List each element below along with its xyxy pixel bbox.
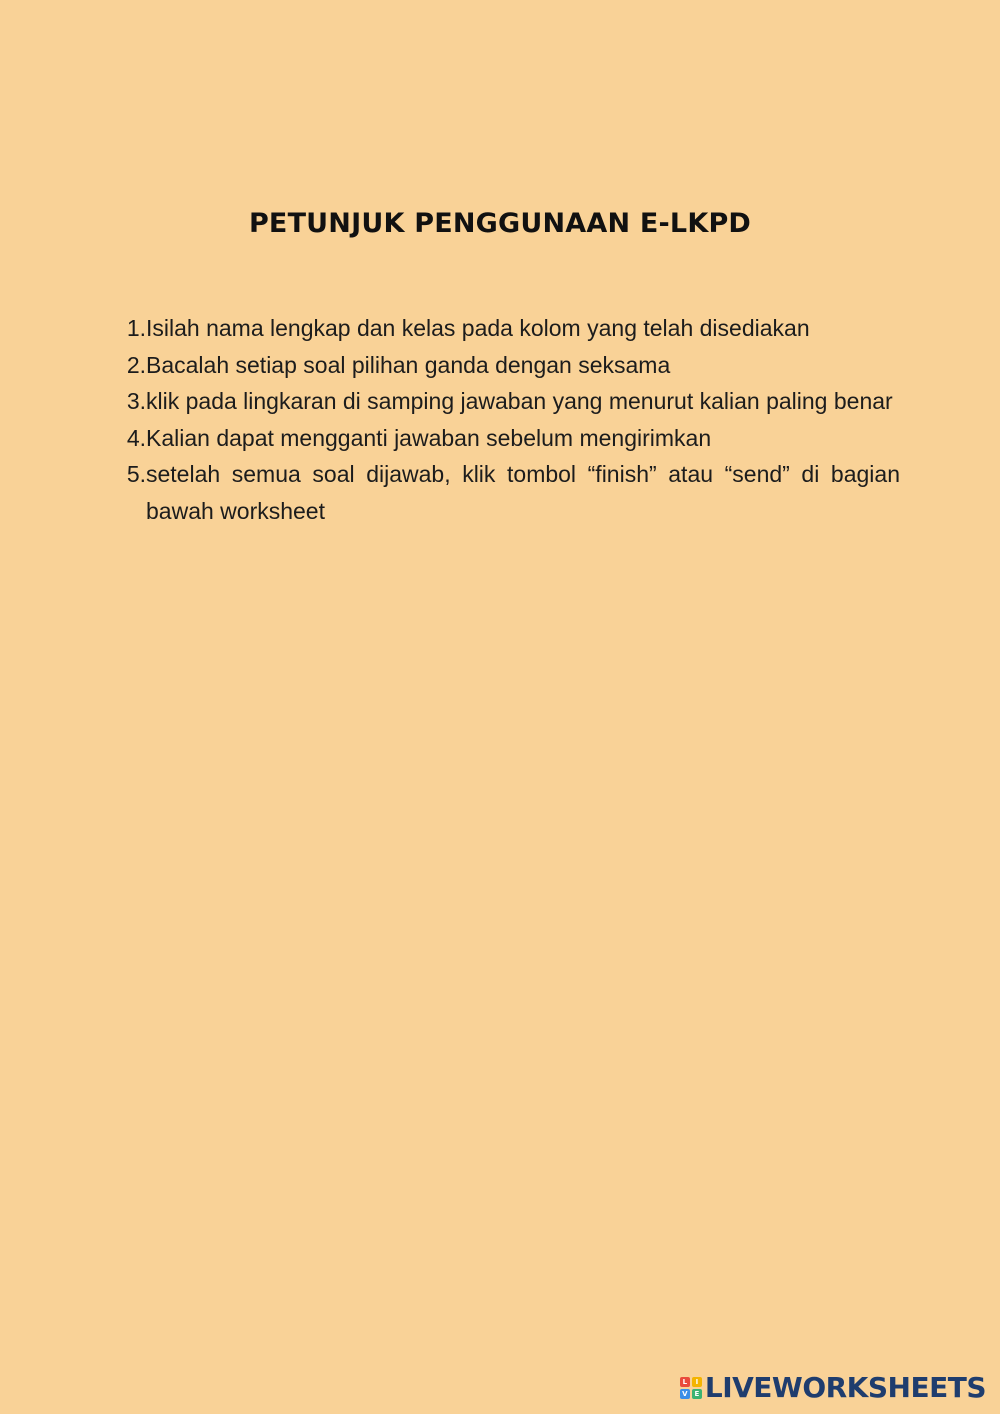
logo-square-l: L: [680, 1377, 690, 1387]
logo-square-i: I: [692, 1377, 702, 1387]
list-item: [118, 420, 900, 457]
list-item-text: setelah semua soal dijawab, klik tombol “finish” atau “send” di bagian bawah worksheet: [146, 461, 900, 524]
liveworksheets-icon: [680, 1377, 702, 1399]
list-item-text: Kalian dapat mengganti jawaban sebelum mengirimkan: [146, 424, 712, 451]
list-item-text: klik pada lingkaran di samping jawaban yang menurut kalian paling benar: [146, 388, 893, 414]
page-title: PETUNJUK PENGGUNAAN E-LKPD: [248, 208, 752, 240]
logo-square-v: V: [680, 1389, 690, 1399]
list-item: [118, 383, 900, 420]
list-item-number: 4.: [126, 424, 146, 451]
list-item: [118, 347, 900, 384]
list-item-text: Isilah nama lengkap dan kelas pada kolom yang telah disediakan: [146, 315, 810, 341]
brand-name: LIVEWORKSHEETS: [704, 1371, 986, 1404]
list-item-number: 5.: [126, 461, 146, 487]
instruction-list: [118, 310, 900, 529]
list-item: [118, 310, 900, 347]
list-item-number: 1.: [126, 315, 146, 341]
list-item-text: Bacalah setiap soal pilihan ganda dengan seksama: [146, 351, 671, 378]
list-item: [118, 456, 900, 529]
logo-square-e: E: [692, 1389, 702, 1399]
list-item-number: 2.: [126, 351, 146, 378]
liveworksheets-logo[interactable]: [680, 1371, 986, 1404]
list-item-number: 3.: [126, 388, 146, 414]
